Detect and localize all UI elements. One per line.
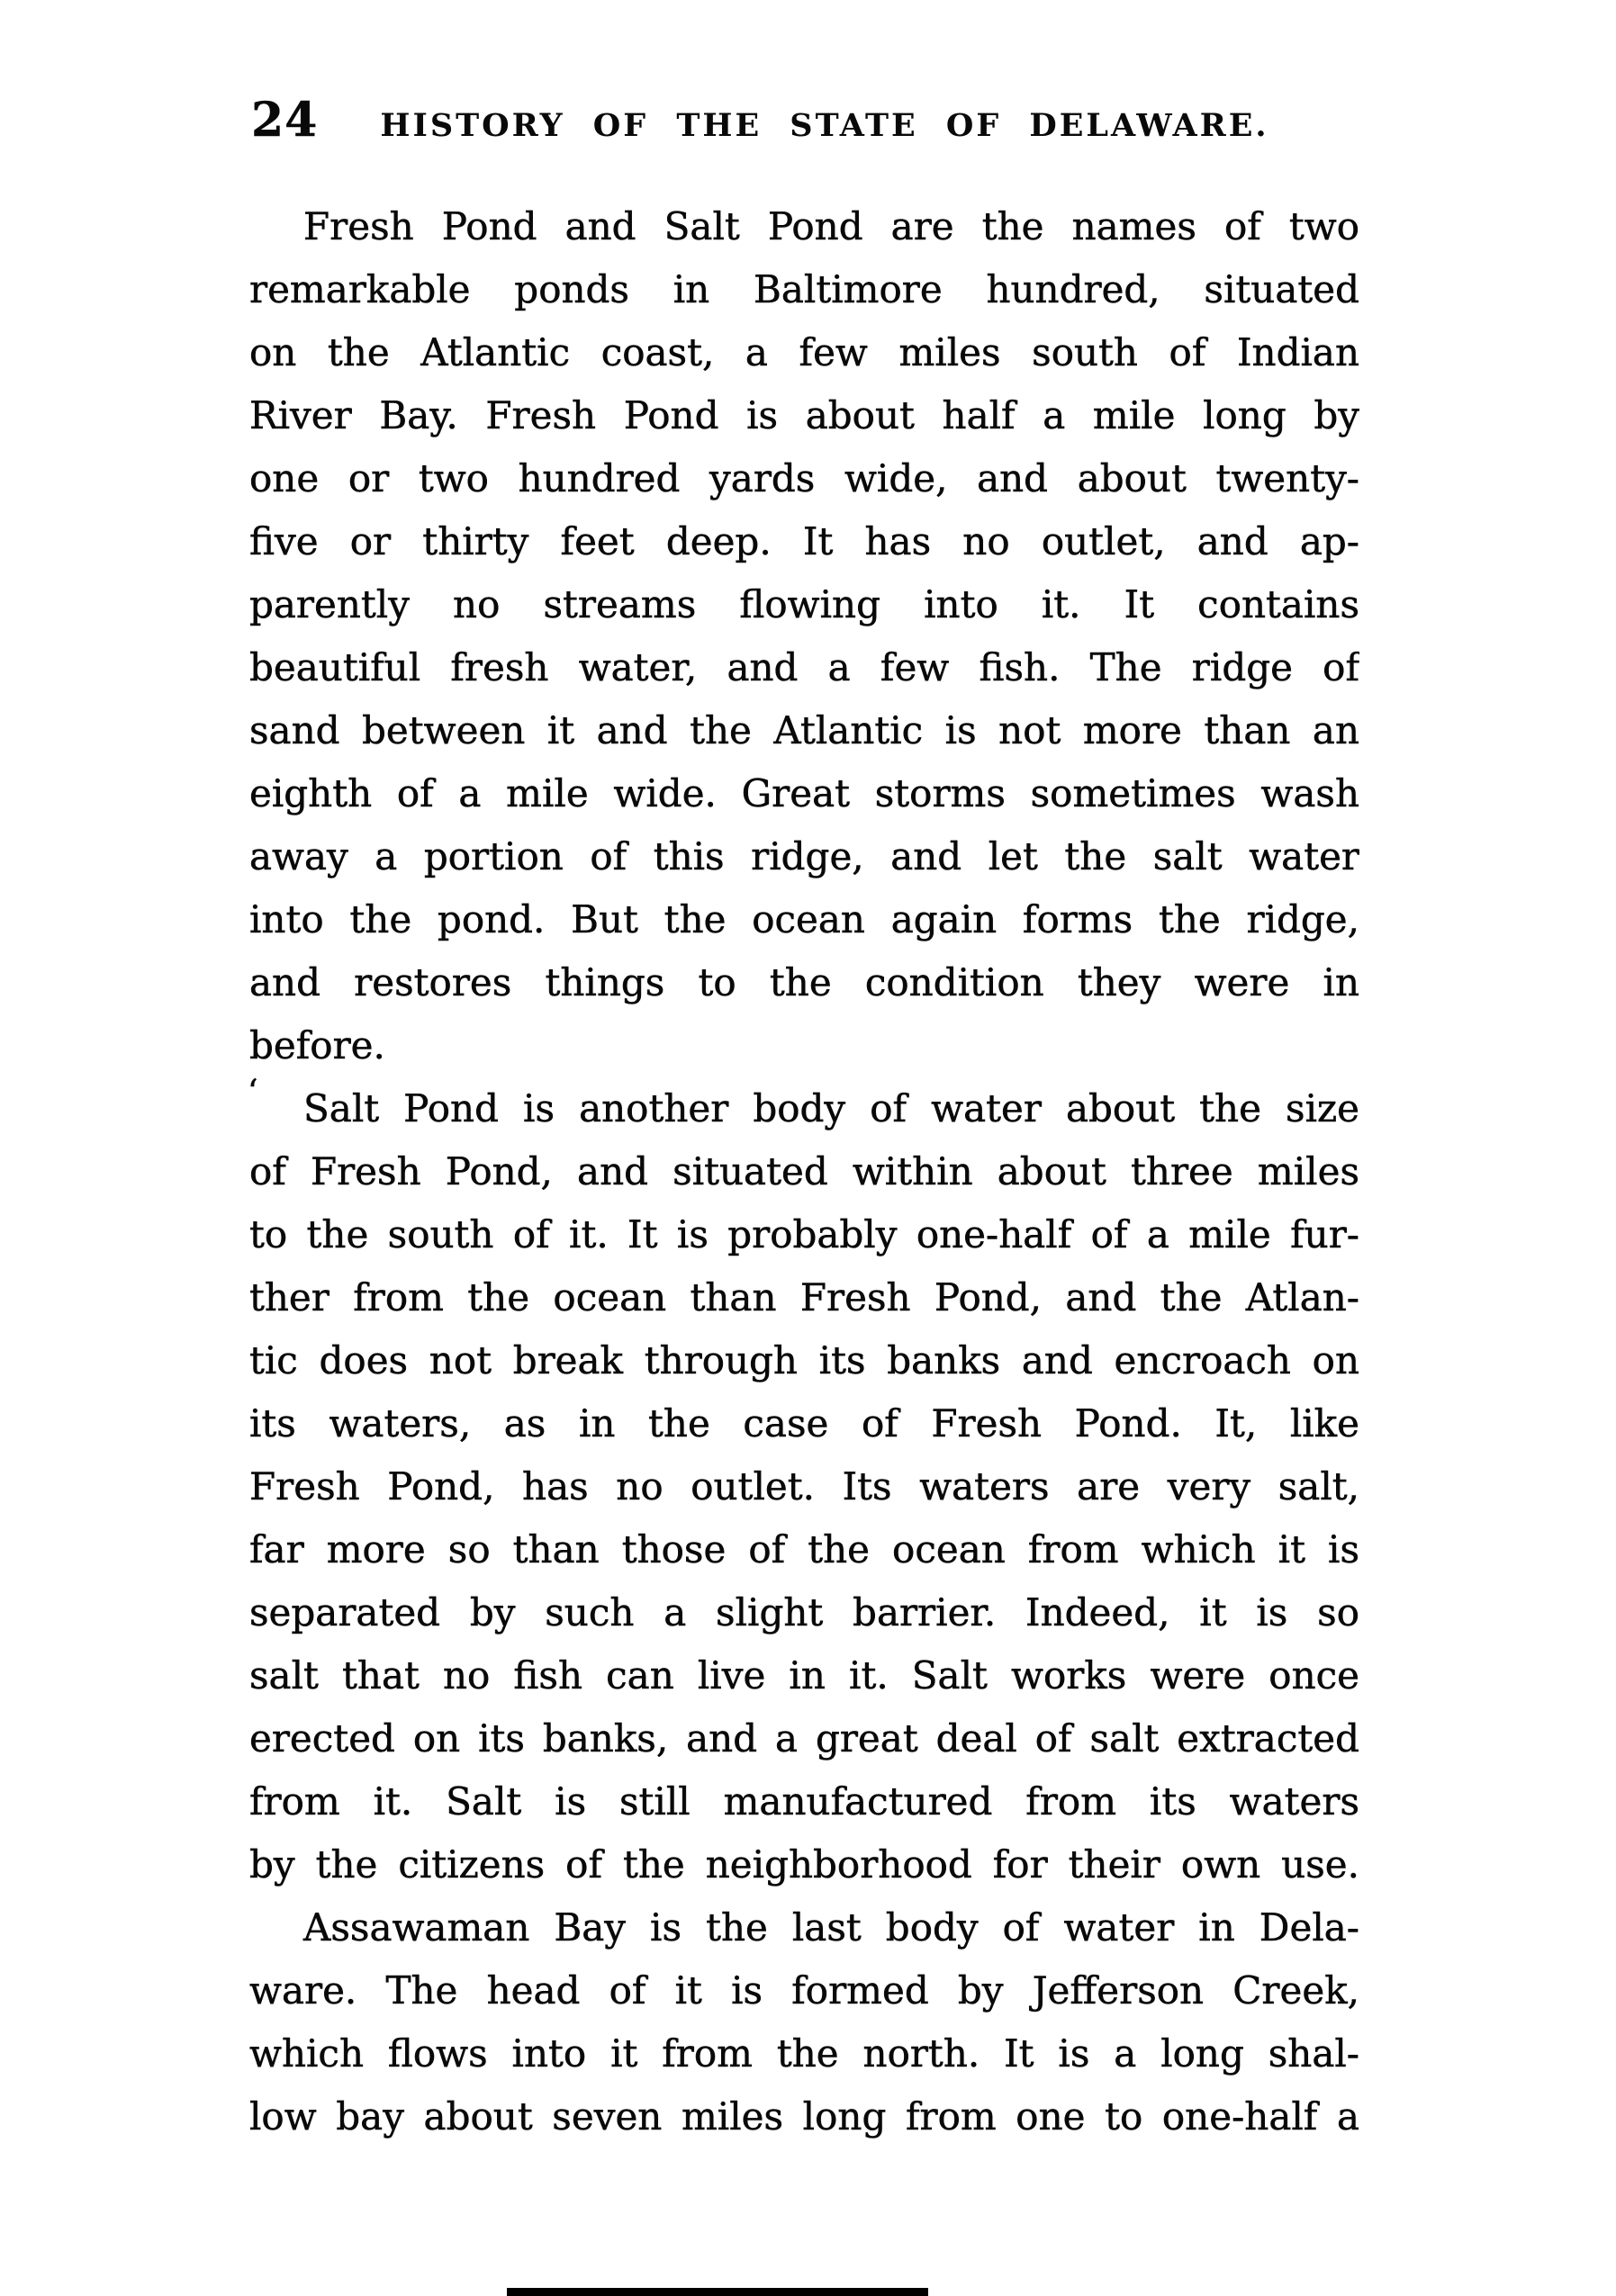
text-line: of Fresh Pond, and situated within about three miles: [249, 1149, 1359, 1193]
body-text: [249, 195, 1359, 2148]
text-line: eighth of a mile wide. Great storms sometimes wash: [249, 771, 1359, 815]
text-line: remarkable ponds in Baltimore hundred, situated: [249, 267, 1359, 311]
text-line: before.: [249, 1023, 385, 1067]
text-line: one or two hundred yards wide, and about twenty-: [249, 456, 1359, 500]
text-line: on the Atlantic coast, a few miles south of Indian: [249, 330, 1359, 374]
text-line: far more so than those of the ocean from which it is: [249, 1527, 1359, 1571]
text-line: ware. The head of it is formed by Jefferson Creek,: [249, 1968, 1359, 2012]
text-line: away a portion of this ridge, and let the salt water: [249, 834, 1359, 878]
text-line: parently no streams flowing into it. It contains: [249, 582, 1359, 626]
text-line: ther from the ocean than Fresh Pond, and the Atlan-: [249, 1275, 1359, 1319]
paragraph: [249, 195, 1359, 1077]
text-line: five or thirty feet deep. It has no outlet, and ap-: [249, 519, 1359, 563]
text-line: sand between it and the Atlantic is not more than an: [249, 708, 1359, 752]
text-line: its waters, as in the case of Fresh Pond. It, like: [249, 1401, 1359, 1445]
text-line: separated by such a slight barrier. Indeed, it is so: [249, 1590, 1359, 1634]
text-line: Assawaman Bay is the last body of water in Dela-: [303, 1905, 1359, 1949]
text-line: from it. Salt is still manufactured from its waters: [249, 1779, 1359, 1823]
text-line: salt that no fish can live in it. Salt works were once: [249, 1653, 1359, 1697]
page-number: 24: [251, 93, 319, 148]
text-line: Fresh Pond and Salt Pond are the names of two: [303, 204, 1359, 248]
text-line: into the pond. But the ocean again forms the ridge,: [249, 897, 1359, 941]
text-line: tic does not break through its banks and encroach on: [249, 1338, 1359, 1382]
text-line: by the citizens of the neighborhood for their own use.: [249, 1842, 1359, 1886]
scan-artifact-bar: [507, 2288, 928, 2296]
text-line: and restores things to the condition they were in: [249, 960, 1359, 1004]
text-line: to the south of it. It is probably one-half of a mile fur-: [249, 1212, 1359, 1256]
running-header: HISTORY OF THE STATE OF DELAWARE.: [380, 107, 1269, 144]
paragraph: [249, 1896, 1359, 2148]
text-line: which flows into it from the north. It is a long shal-: [249, 2031, 1359, 2075]
text-line: Salt Pond is another body of water about the size: [303, 1086, 1359, 1130]
text-line: low bay about seven miles long from one to one-half a: [249, 2094, 1359, 2138]
text-line: River Bay. Fresh Pond is about half a mile long by: [249, 393, 1359, 437]
text-line: erected on its banks, and a great deal of salt extracted: [249, 1716, 1359, 1760]
text-line: beautiful fresh water, and a few fish. The ridge of: [249, 645, 1359, 689]
text-line: Fresh Pond, has no outlet. Its waters are very salt,: [249, 1464, 1359, 1508]
ink-mark: ‘: [248, 1074, 258, 1111]
paragraph: [248, 1074, 1359, 1896]
